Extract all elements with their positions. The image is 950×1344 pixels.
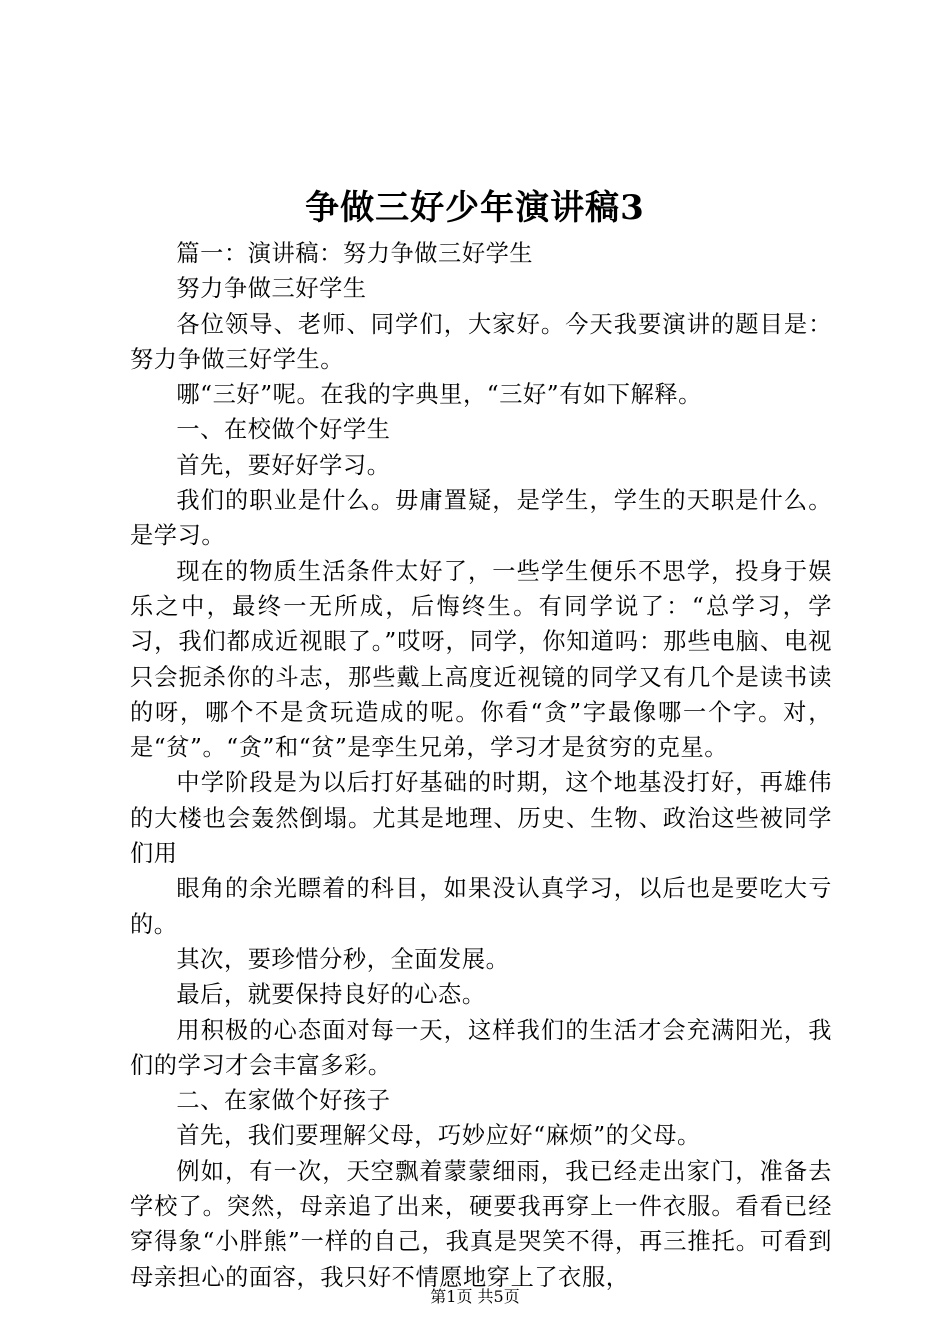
paragraph: 首先，我们要理解父母，巧妙应好“麻烦”的父母。	[176, 1122, 701, 1150]
paragraph: 最后，就要保持良好的心态。	[176, 981, 486, 1009]
paragraph: 首先，要好好学习。	[176, 451, 391, 479]
document-body	[130, 236, 832, 1295]
paragraph: 二、在家做个好孩子	[176, 1087, 391, 1115]
document-title: 争做三好少年演讲稿3	[305, 188, 645, 228]
paragraph: 各位领导、老师、同学们，大家好。今天我要演讲的题目是：努力争做三好学生。	[130, 310, 832, 373]
paragraph: 篇一：演讲稿：努力争做三好学生	[176, 240, 534, 267]
paragraph: 眼角的余光瞟着的科目，如果没认真学习，以后也是要吃大亏的。	[130, 875, 832, 938]
paragraph: 努力争做三好学生	[176, 275, 367, 303]
paragraph: 用积极的心态面对每一天，这样我们的生活才会充满阳光，我们的学习才会丰富多彩。	[130, 1016, 832, 1079]
paragraph: 其次，要珍惜分秒，全面发展。	[176, 945, 510, 973]
paragraph: 哪“三好”呢。在我的字典里，“三好”有如下解释。	[176, 381, 702, 409]
paragraph: 例如，有一次，天空飘着蒙蒙细雨，我已经走出家门，准备去学校了。突然，母亲追了出来，硬要我再穿上一件衣服。看看已经穿得象“小胖熊”一样的自己，我真是哭笑不得，再三推托。可看到母亲担心的面容，我只好不情愿地穿上了衣服，	[130, 1157, 832, 1291]
page-footer: 第1页 共5页	[430, 1287, 520, 1306]
paragraph: 现在的物质生活条件太好了，一些学生便乐不思学，投身于娱乐之中，最终一无所成，后悔终生。有同学说了：“总学习，学习，我们都成近视眼了。”哎呀，同学，你知道吗：那些电脑、电视只会扼杀你的斗志，那些戴上高度近视镜的同学又有几个是读书读的呀，哪个不是贪玩造成的呢。你看“贪”字最像哪一个字。对，是“贫”。“贪”和“贫”是孪生兄弟，学习才是贫穷的克星。	[130, 557, 832, 762]
paragraph: 我们的职业是什么。毋庸置疑，是学生，学生的天职是什么。是学习。	[130, 487, 832, 550]
paragraph: 一、在校做个好学生	[176, 416, 391, 444]
paragraph: 中学阶段是为以后打好基础的时期，这个地基没打好，再雄伟的大楼也会轰然倒塌。尤其是地理、历史、生物、政治这些被同学们用	[130, 769, 832, 868]
